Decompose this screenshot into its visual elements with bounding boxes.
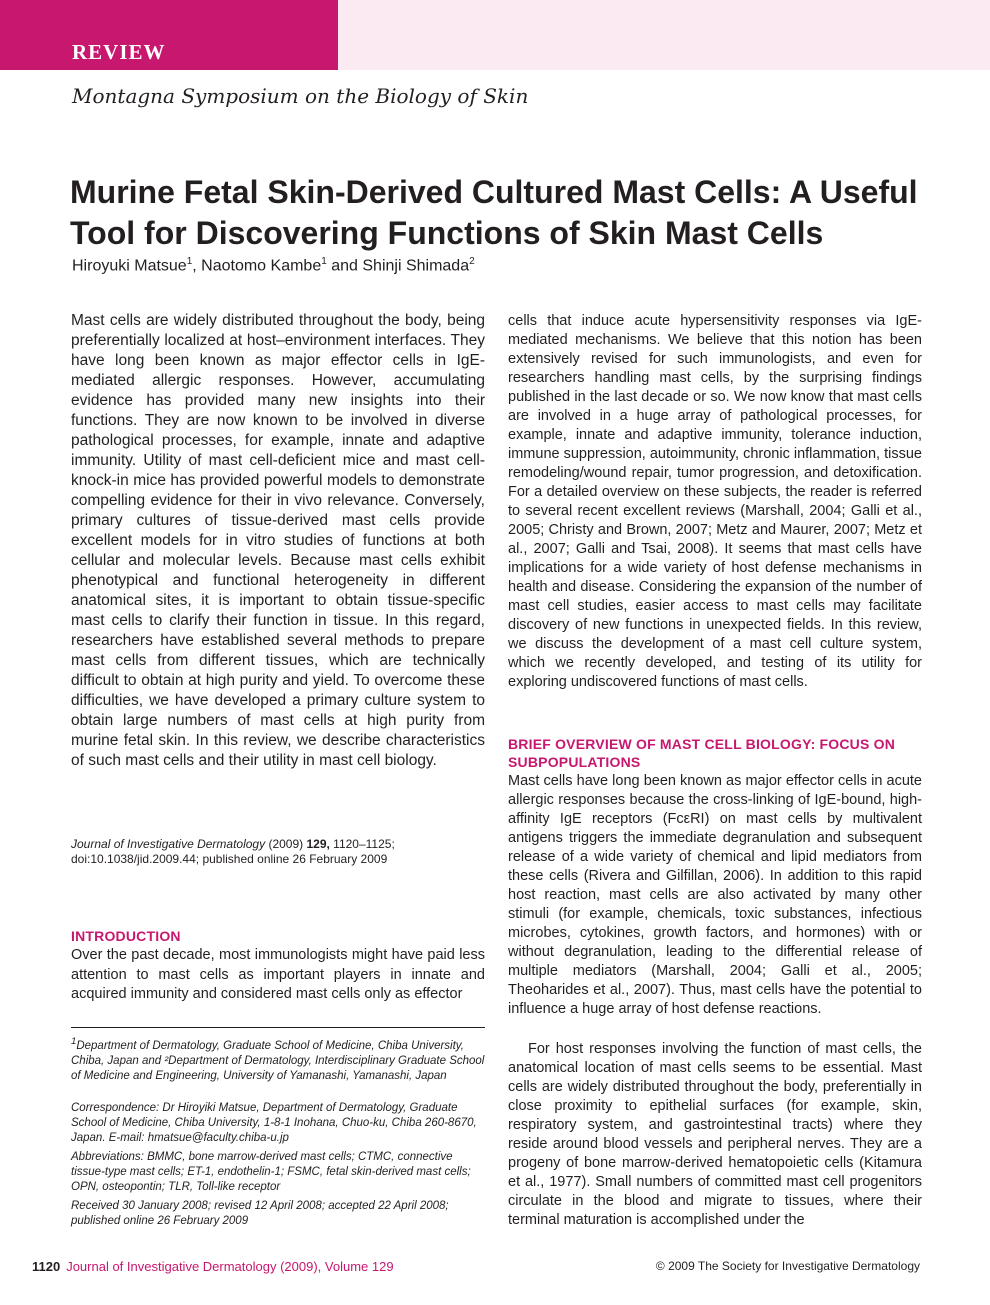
series-title: Montagna Symposium on the Biology of Skin — [72, 84, 529, 108]
page-number: 1120 — [32, 1259, 61, 1274]
citation-journal: Journal of Investigative Dermatology — [71, 837, 266, 851]
author-name: Naotomo Kambe — [201, 257, 322, 275]
banner-tint — [338, 0, 990, 70]
affiliations-text: Department of Dermatology, Graduate School of Medicine, Chiba University, Chiba, Japan and ²Department of Dermatology, Interdisciplinary Graduate School of Medicine and Engineering, University of Yamanashi, Yamanashi, Japan — [71, 1039, 485, 1082]
body-paragraph: Mast cells have long been known as major effector cells in acute allergic responses because the cross-linking of IgE-bound, high-affinity IgE receptors (FcεRI) on mast cells by multivalent antigens triggers the immediate degranulation and subsequent release of a wide variety of chemical and lipid mediators from these cells (Rivera and Gilfillan, 2006). In addition to this rapid host reaction, mast cells are also activated by many other stimuli (for example, chemicals, toxic substances, infectious microbes, cytokines, growth factors, and hormones) with or without degranulation, leading to the differential release of multiple mediators (Marshall, 2004; Galli et al., 2005; Theoharides et al., 2007). Thus, mast cells have the potential to influence a huge array of host defense reactions. — [508, 773, 922, 1017]
affiliation-marker: 1 — [71, 1036, 77, 1047]
author-separator: , — [192, 257, 202, 275]
correspondence-footnote: Correspondence: Dr Hiroyiki Matsue, Department of Dermatology, Graduate School of Medicine, Chiba University, 1-8-1 Inohana, Chuo-ku, Chiba 260-8670, Japan. E-mail: hmatsue@faculty.chiba-u.jp — [71, 1102, 477, 1144]
introduction-heading: INTRODUCTION — [71, 928, 181, 944]
received-footnote: Received 30 January 2008; revised 12 April 2008; accepted 22 April 2008; published online 26 February 2009 — [71, 1200, 449, 1227]
citation-year: (2009) — [265, 837, 307, 851]
author-name: Shinji Shimada — [362, 257, 470, 275]
section-heading: BRIEF OVERVIEW OF MAST CELL BIOLOGY: FOCUS ON SUBPOPULATIONS — [508, 736, 896, 770]
author-name: Hiroyuki Matsue — [72, 257, 187, 275]
section-label: REVIEW — [72, 40, 166, 64]
author-list — [72, 256, 475, 275]
article-title: Murine Fetal Skin-Derived Cultured Mast Cells: A Useful Tool for Discovering Functions of Skin Mast Cells — [70, 174, 918, 251]
abstract: Mast cells are widely distributed throughout the body, being preferentially localized at host–environment interfaces. They have long been known as major effector cells in IgE-mediated allergic responses. However, accumulating evidence has provided many new insights into their functions. They are now known to be involved in diverse pathological processes, for example, innate and adaptive immunity. Utility of mast cell-deficient mice and mast cell-knock-in mice has provided powerful models to demonstrate compelling evidence for their in vivo relevance. Conversely, primary cultures of tissue-derived mast cells provide excellent models for in vitro studies of functions at both cellular and molecular levels. Because mast cells exhibit phenotypical and functional heterogeneity in different anatomical sites, it is important to obtain tissue-specific mast cells to clarify their function in tissue. In this regard, researchers have established several methods to prepare mast cells from different tissues, which are technically difficult to obtain at high purity and yield. To overcome these difficulties, we have developed a primary culture system to obtain large numbers of mast cells at high purity from murine fetal skin. In this review, we describe characteristics of such mast cells and their utility in mast cell biology. — [71, 312, 485, 769]
body-paragraph: cells that induce acute hypersensitivity responses via IgE-mediated mechanisms. We believe that this notion has been extensively revised for such immunologists, and even for researchers handling mast cells, by the surprising findings published in the last decade or so. We now know that mast cells are involved in a huge array of pathological processes, for example, innate and adaptive immunity, tolerance induction, immune suppression, autoimmunity, chronic inflammation, tissue remodeling/wound repair, tumor progression, and detoxification. For a detailed overview on these subjects, the reader is referred to several recent excellent reviews (Marshall, 2004; Galli et al., 2005; Christy and Brown, 2007; Metz and Maurer, 2007; Metz et al., 2007; Galli and Tsai, 2008). It seems that mast cells have implications for a wide variety of host defense mechanisms in health and disease. Considering the expansion of the number of mast cell studies, easier access to mast cells may facilitate discovery of new functions in unexpected fields. In this review, we discuss the development of a mast cell culture system, which we recently developed, and testing of its utility for exploring undiscovered functions of mast cells. — [508, 313, 922, 690]
author-affiliation: 2 — [469, 256, 475, 267]
abbreviations-footnote: Abbreviations: BMMC, bone marrow-derived mast cells; CTMC, connective tissue-type mast cells; ET-1, endothelin-1; FSMC, fetal skin-derived mast cells; OPN, osteopontin; TLR, Toll-like receptor — [71, 1151, 471, 1193]
journal-reference: Journal of Investigative Dermatology (2009), Volume 129 — [66, 1259, 394, 1274]
author-affiliation: 1 — [186, 256, 193, 267]
introduction-text: Over the past decade, most immunologists might have paid less attention to mast cells as important players in innate and acquired immunity and considered mast cells only as effector — [71, 947, 485, 1002]
citation — [71, 837, 491, 867]
author-affiliation: 1 — [321, 256, 327, 267]
citation-pages: 1120–1125; — [329, 837, 395, 851]
citation-volume: 129, — [306, 837, 330, 851]
copyright-notice: © 2009 The Society for Investigative Dermatology — [655, 1259, 920, 1273]
body-paragraph: For host responses involving the function of mast cells, the anatomical location of mast cells seems to be essential. Mast cells are widely distributed throughout the body, preferentially in close proximity to epithelial surfaces (for example, skin, respiratory system, and gastrointestinal tracts) where they reside around blood vessels and peripheral nerves. They are a progeny of bone marrow-derived hematopoietic cells (Kitamura et al., 1977). Small numbers of committed mast cell progenitors circulate in the blood and migrate to tissues, where their terminal maturation is accomplished under the — [508, 1041, 922, 1228]
review-banner — [0, 0, 338, 70]
citation-doi: doi:10.1038/jid.2009.44; published online 26 February 2009 — [71, 852, 388, 866]
author-separator: and — [326, 257, 363, 275]
footnote-divider — [71, 1027, 485, 1028]
affiliations-footnote — [71, 1034, 485, 1084]
page-footer — [32, 1259, 394, 1274]
